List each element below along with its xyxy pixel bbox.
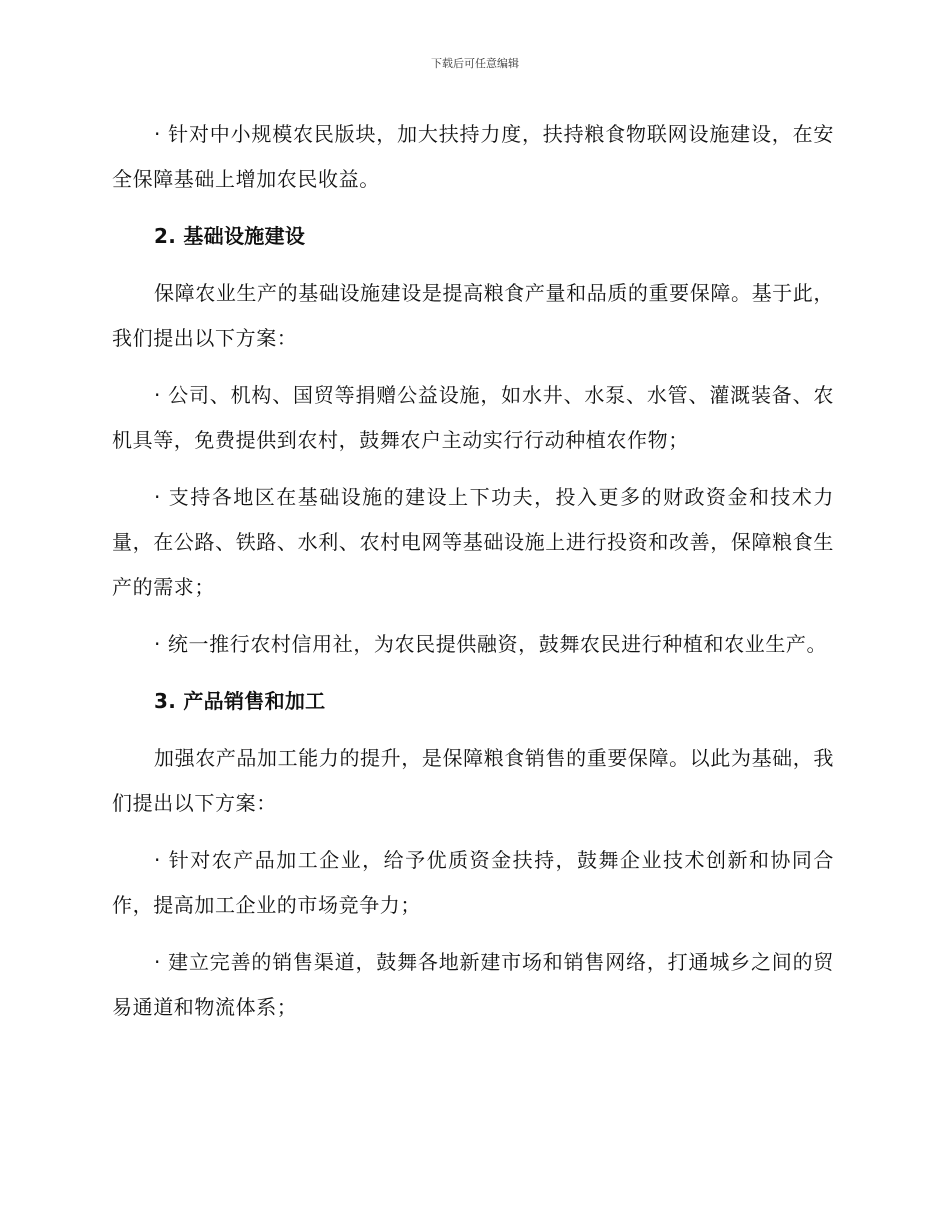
intro-paragraph: 保障农业生产的基础设施建设是提高粮食产量和品质的重要保障。基于此，我们提出以下方案： — [112, 281, 834, 350]
page-header: 下载后可任意编辑 — [431, 57, 519, 70]
bullet-paragraph: · 公司、机构、国贸等捐赠公益设施，如水井、水泵、水管、灌溉装备、农机具等，免费提供到农村，鼓舞农户主动实行行动种植农作物； — [112, 383, 834, 452]
bullet-paragraph: · 针对中小规模农民版块，加大扶持力度，扶持粮食物联网设施建设，在安全保障基础上增加农民收益。 — [112, 122, 834, 191]
bullet-paragraph: · 支持各地区在基础设施的建设上下功夫，投入更多的财政资金和技术力量，在公路、铁路、水利、农村电网等基础设施上进行投资和改善，保障粮食生产的需求； — [112, 485, 834, 599]
section-heading: 3. 产品销售和加工 — [154, 689, 326, 713]
section-heading: 2. 基础设施建设 — [154, 224, 306, 248]
bullet-paragraph: · 建立完善的销售渠道，鼓舞各地新建市场和销售网络，打通城乡之间的贸易通道和物流体系； — [112, 950, 834, 1019]
intro-paragraph: 加强农产品加工能力的提升，是保障粮食销售的重要保障。以此为基础，我们提出以下方案： — [112, 746, 834, 815]
bullet-paragraph: · 统一推行农村信用社，为农民提供融资，鼓舞农民进行种植和农业生产。 — [154, 632, 828, 656]
bullet-paragraph: · 针对农产品加工企业，给予优质资金扶持，鼓舞企业技术创新和协同合作，提高加工企业的市场竞争力； — [112, 848, 834, 917]
document-body — [112, 112, 834, 1030]
